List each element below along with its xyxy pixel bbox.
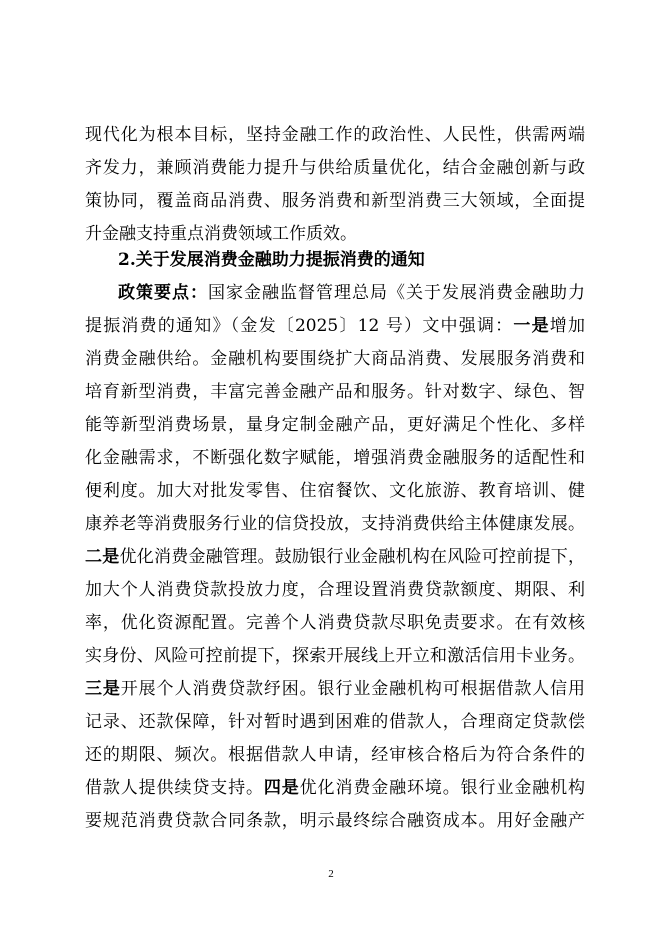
intro-line-4: 升金融支持重点消费领域工作质效。: [85, 224, 357, 244]
policy-line-10: 加大个人消费贷款投放力度，合理设置消费贷款额度、期限、利: [85, 580, 585, 600]
policy-line-8: 康养老等消费服务行业的信贷投放，支持消费供给主体健康发展。: [85, 514, 585, 534]
policy-line-4: 培育新型消费，丰富完善金融产品和服务。针对数字、绿色、智: [85, 382, 585, 402]
intro-line-2: 齐发力，兼顾消费能力提升与供给质量优化，结合金融创新与政: [85, 158, 585, 178]
policy-line-9-text: 优化消费金融管理。鼓励银行业金融机构在风险可控前提下，: [119, 547, 585, 567]
policy-line-16: [85, 772, 585, 804]
policy-line-9: [85, 541, 585, 573]
policy-line-1-text: 国家金融监督管理总局《关于发展消费金融助力: [208, 283, 585, 303]
point-4-label: 四是: [263, 778, 300, 798]
policy-line-5: 能等新型消费场景，量身定制金融产品，更好满足个性化、多样: [85, 415, 585, 435]
intro-line-3: 策协同，覆盖商品消费、服务消费和新型消费三大领域，全面提: [85, 191, 585, 211]
policy-label: 政策要点：: [118, 283, 208, 303]
policy-line-16-text-a: 借款人提供续贷支持。: [85, 778, 264, 798]
policy-line-3: 消费金融供给。金融机构要围绕扩大商品消费、发展服务消费和: [85, 349, 585, 369]
policy-line-14: 记录、还款保障，针对暂时遇到困难的借款人，合理商定贷款偿: [85, 712, 585, 732]
policy-line-17: 要规范消费贷款合同条款，明示最终综合融资成本。用好金融产: [85, 811, 585, 831]
policy-line-1: [118, 277, 585, 309]
intro-line-1: 现代化为根本目标，坚持金融工作的政治性、人民性，供需两端: [85, 125, 585, 145]
policy-line-6: 化金融需求，不断强化数字赋能，增强消费金融服务的适配性和: [85, 448, 585, 468]
policy-line-2: [85, 310, 585, 342]
policy-line-2-text-b: 增加: [549, 316, 585, 336]
page-number: 2: [328, 868, 334, 880]
policy-line-16-text-b: 优化消费金融环境。银行业金融机构: [299, 778, 585, 798]
policy-line-11: 率，优化资源配置。完善个人消费贷款尽职免责要求。在有效核: [85, 613, 585, 633]
point-1-label: 一是: [513, 316, 550, 336]
policy-line-13: [85, 673, 585, 705]
policy-line-2-text-a: 提振消费的通知》（金发〔2025〕12 号）文中强调：: [85, 316, 514, 336]
section-heading: 2.关于发展消费金融助力提振消费的通知: [118, 250, 425, 270]
policy-line-15: 还的期限、频次。根据借款人申请，经审核合格后为符合条件的: [85, 745, 585, 765]
point-2-label: 二是: [85, 547, 120, 567]
policy-line-7: 便利度。加大对批发零售、住宿餐饮、文化旅游、教育培训、健: [85, 481, 585, 501]
point-3-label: 三是: [85, 679, 121, 699]
policy-line-13-text: 开展个人消费贷款纾困。银行业金融机构可根据借款人信用: [120, 679, 585, 699]
policy-line-12: 实身份、风险可控前提下，探索开展线上开立和激活信用卡业务。: [85, 646, 585, 666]
